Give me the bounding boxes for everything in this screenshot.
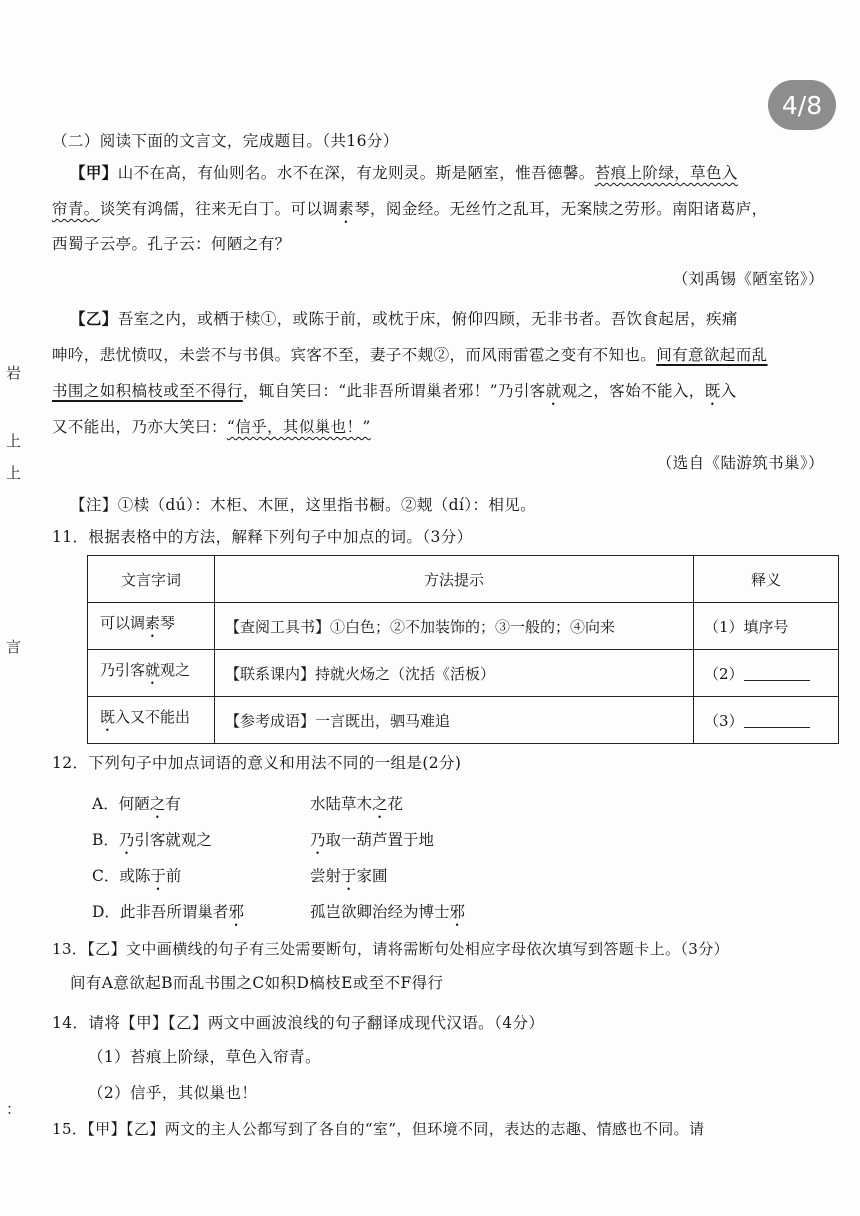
dotted-word: 素 <box>338 200 355 218</box>
underlined-text: 间有意欲起而乱 <box>656 346 768 364</box>
table-header-cell: 释义 <box>694 556 839 603</box>
question-14-item-2: （2）信乎，其似巢也！ <box>88 1084 258 1102</box>
passage-text: 又不能出，乃亦大笑曰： <box>52 418 227 436</box>
passage-text: 吾室之内，或栖于椟①，或陈于前，或枕于床，俯仰四顾，无非书者。吾饮食起居，疾痛 <box>117 310 738 328</box>
margin-mark: 上 <box>6 464 22 482</box>
passage-jia-line-3: 西蜀子云亭。孔子云：何陋之有？ <box>52 235 291 253</box>
dotted-word: 素 <box>145 613 161 632</box>
answer-blank[interactable] <box>744 713 810 728</box>
margin-mark: ： <box>6 1100 22 1118</box>
wavy-underlined-text: 苔痕上阶绿，草色入 <box>594 164 738 182</box>
dotted-word: 于 <box>150 867 166 885</box>
option-d-left: D．此非吾所谓巢者邪 <box>92 903 244 921</box>
dotted-word: 邪 <box>449 903 466 921</box>
dotted-word: 既 <box>704 382 721 400</box>
question-14-stem: 14．请将【甲】【乙】两文中画波浪线的句子翻译成现代汉语。（4分） <box>52 1014 545 1032</box>
passage-yi-source: （选自《陆游筑书巢》） <box>656 454 824 472</box>
table-cell-hint: 【参考成语】一言既出，驷马难追 <box>215 697 694 744</box>
passage-jia-source: （刘禹锡《陋室铭》） <box>672 270 824 288</box>
underlined-text: 书围之如积槁枝或至不得行 <box>52 382 243 400</box>
question-11-stem: 11．根据表格中的方法，解释下列句子中加点的词。（3分） <box>52 528 473 546</box>
dotted-word: 乃 <box>310 831 326 849</box>
table-cell-answer: （2） <box>694 650 839 697</box>
margin-mark: 岩 <box>6 364 22 382</box>
dotted-word: 于 <box>341 867 357 885</box>
question-13-stem: 13．【乙】文中画横线的句子有三处需要断句，请将需断句处相应字母依次填写到答题卡上。（3分） <box>52 940 730 958</box>
table-header-cell: 文言字词 <box>88 556 215 603</box>
table-row <box>88 603 839 650</box>
question-12-stem: 12．下列句子中加点词语的意义和用法不同的一组是(2分) <box>52 754 462 772</box>
passage-text: 谈笑有鸿儒，往来无白丁。可以调 <box>99 200 339 218</box>
passage-yi-line-1 <box>70 308 738 330</box>
margin-mark: 上 <box>6 432 22 450</box>
option-b-right: 乃取一葫芦置于地 <box>310 831 435 849</box>
margin-mark: 言 <box>6 638 22 656</box>
dotted-word: 乃 <box>118 831 135 849</box>
question-13-sentence: 间有A意欲起B而乱书围之C如积D槁枝E或至不F得行 <box>70 974 444 992</box>
table-cell-hint: 【查阅工具书】①白色；②不加装饰的；③一般的；④向来 <box>215 603 694 650</box>
wavy-underlined-text: 帘青。 <box>52 200 100 218</box>
table-cell-word: 乃引客就观之 <box>88 650 215 697</box>
passage-text: 琴，阅金经。无丝竹之乱耳，无案牍之劳形。南阳诸葛庐， <box>354 200 768 218</box>
passage-text: 入 <box>720 382 737 400</box>
option-c-left: C．或陈于前 <box>92 867 182 885</box>
table-cell-word: 可以调素琴 <box>88 603 215 650</box>
option-c-right: 尝射于家圃 <box>310 867 388 885</box>
dotted-word: 就 <box>545 382 562 400</box>
passage-tag: 【甲】 <box>70 163 118 182</box>
dotted-word: 之 <box>149 795 166 813</box>
dotted-word: 邪 <box>228 903 244 921</box>
passage-yi-line-3 <box>52 380 737 409</box>
table-row <box>88 650 839 697</box>
table-header-cell: 方法提示 <box>215 556 694 603</box>
table-cell-answer: （1）填序号 <box>694 603 839 650</box>
wavy-underlined-text: “信乎，其似巢也！” <box>226 418 371 436</box>
answer-blank[interactable] <box>744 666 810 681</box>
option-b-left: B．乃引客就观之 <box>92 831 212 849</box>
annotation-note: 【注】①椟（dú）：木柜、木匣，这里指书橱。②觌（dí）：相见。 <box>70 496 537 514</box>
table-cell-hint: 【联系课内】持就火炀之（沈括《活板） <box>215 650 694 697</box>
passage-yi-line-4 <box>52 416 371 438</box>
table-header-row <box>88 556 839 603</box>
option-d-right: 孤岂欲卿治经为博士邪 <box>310 903 466 921</box>
dotted-word: 就 <box>145 660 161 679</box>
option-a-left: A．何陋之有 <box>92 795 181 813</box>
question-15-stem: 15．【甲】【乙】两文的主人公都写到了各自的“室”，但环境不同，表达的志趣、情感也不同。请 <box>52 1120 705 1138</box>
table-cell-answer: （3） <box>694 697 839 744</box>
dotted-word: 既 <box>100 707 116 726</box>
passage-tag: 【乙】 <box>70 309 118 328</box>
option-a-right: 水陆草木之花 <box>310 795 404 813</box>
page-indicator: 4/8 <box>768 80 836 130</box>
passage-yi-line-2 <box>52 344 768 366</box>
passage-text: ，辄自笑曰：“此非吾所谓巢者邪！”乃引客 <box>242 382 546 400</box>
passage-text: 观之，客始不能入， <box>561 382 705 400</box>
section-heading: （二）阅读下面的文言文，完成题目。（共16分） <box>52 132 399 150</box>
table-row <box>88 697 839 744</box>
dotted-word: 之 <box>372 795 388 813</box>
passage-text: 呻吟，悲忧愤叹，未尝不与书俱。宾客不至，妻子不觌②，而风雨雷雹之变有不知也。 <box>52 346 657 364</box>
passage-jia-line-1 <box>70 162 738 184</box>
table-cell-word: 既入又不能出 <box>88 697 215 744</box>
passage-jia-line-2 <box>52 198 768 227</box>
question-14-item-1: （1）苔痕上阶绿，草色入帘青。 <box>88 1048 321 1066</box>
passage-text: 山不在高，有仙则名。水不在深，有龙则灵。斯是陋室，惟吾德馨。 <box>117 164 595 182</box>
question-11-table <box>87 555 839 744</box>
